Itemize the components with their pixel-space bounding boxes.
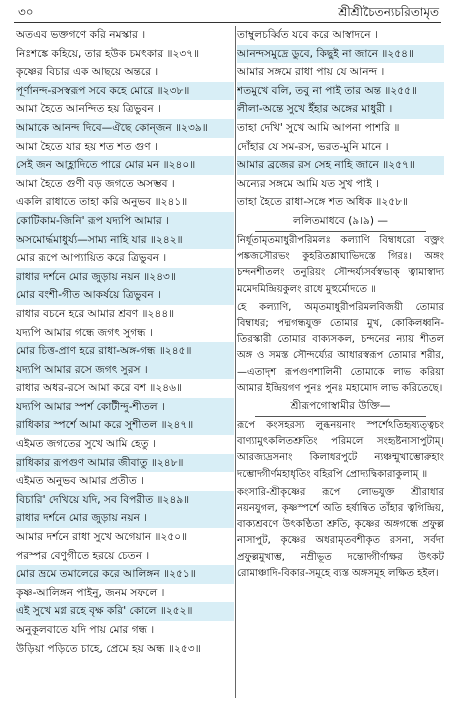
verse-line: [16, 231, 234, 250]
verse-line-text: লীলা-অন্তে সুখে ইঁহার অঙ্গের মাধুরী ।: [237, 103, 393, 116]
verse-line-text: এইমত জগতের সুখে আমি হেতু ।: [16, 438, 156, 451]
verse-line: [237, 100, 444, 119]
verse-line: [16, 100, 234, 119]
verse-line-text: রাধিকার রূপগুণ আমার জীবাতু ॥২৪৮॥: [16, 456, 184, 469]
verse-line-text: বিচারি' দেখিয়ে যদি, সব বিপরীত ॥২৪৯॥: [16, 493, 190, 506]
quote-heading-lalitamadhava: ললিতমাধবে (৯।৯) —: [293, 214, 388, 227]
verse-line: [16, 565, 234, 584]
verse-line: [237, 82, 444, 101]
verse-line-text: পূর্ণানন্দ-রসস্বরূপ সবে কহে মোরে ॥২৩৮॥: [16, 84, 190, 97]
verse-line: [237, 175, 444, 194]
verse-line: [237, 156, 444, 175]
verse-line-text: কোটিকাম-জিনি' রূপ যদ্যপি আমার ।: [16, 214, 169, 227]
verse-line: [16, 416, 234, 435]
verse-line-text: তাহা হৈতে রাধা-সঙ্গে শত অধিক ॥২৫৮॥: [237, 196, 408, 209]
verse-line-text: এই সুখে মগ্ন রহে বৃক্ষ করি' কোলে ॥২৫২॥: [16, 605, 193, 618]
sanskrit-verse-2: রূপে কংসহরস্য লুব্ধনয়নাং স্পর্শেঽতিহৃষ্যত্ত্বচং বাণ্যামুৎকলিতশ্রুতিং পরিমলে সংহৃষ্টনাসাপুটাম্। আরজ্যদ্রসনাং কিলাধরপুটে ন্যঞ্চন্মুখাম্ভোরুহাং দম্ভোদ্গীর্ণমহাধৃতিং বহিরপি প্রোদ্যদ্বিকারাকুলাম্ ॥: [237, 419, 444, 480]
verse-line-text: পরস্পর বেণুগীতে হরয়ে চেতন ।: [16, 549, 150, 562]
verse-line-text: অতএব ভক্তগণে করি নমস্কার ।: [16, 29, 146, 41]
verse-line: [16, 472, 234, 491]
verse-line: [16, 435, 234, 454]
verse-line-text: মোর চিত্ত-প্রাণ হরে রাধা-অঙ্গ-গন্ধ ॥২৪৫॥: [16, 345, 192, 358]
verse-line-text: আমার ব্রজের রস সেহ নাহি জানে ॥২৫৭॥: [237, 159, 415, 172]
verse-line-text: তাম্বুলচর্ব্বিত যবে করে আস্বাদনে ।: [237, 29, 378, 41]
sanskrit-verse-1: নির্ধূতামৃতমাধুরীপরিমলঃ কল্যাণি বিম্বাধরো বক্ত্রং পঙ্কজসৌরভং কুহরিতশ্লাঘাভিদস্তে গিরঃ। অঙ্গং চন্দনশীতলং তনুরিয়ং সৌন্দর্য্যসর্বস্বভাক্ ত্বামাস্বাদ্য মমেদমিন্দ্রিয়কুলং রাধে মুহুর্মোদতে ॥: [237, 234, 444, 295]
verse-line-text: নিঃশঙ্কে কহিয়ে, তার হউক চমৎকার ॥২৩৭॥: [16, 47, 200, 60]
verse-line: [16, 119, 234, 138]
verse-line-text: আমার সঙ্গমে রাধা পায় যে আনন্দ ।: [237, 66, 385, 79]
verse-line-text: আমাকে আনন্দ দিবে—ঐছে কোন্‌জন ॥২৩৯॥: [16, 121, 208, 134]
verse-line-text: আমার দর্শনে রাধা সুখে অগেয়ান ॥২৫০॥: [16, 531, 188, 544]
verse-line-text: মোর বংশী-গীত আকর্ষয়ে ত্রিভুবন ।: [16, 289, 161, 302]
verse-line: [16, 249, 234, 268]
quote-separator: [255, 231, 426, 232]
verse-line: [16, 342, 234, 361]
verse-line-text: এইমত অনুভব আমার প্রতীত ।: [16, 475, 144, 488]
verse-line: [16, 640, 234, 659]
verse-line: [16, 45, 234, 64]
verse-line: [16, 361, 234, 380]
verse-line-text: আনন্দসমুদ্রে ডুবে, কিছুই না জানে ॥২৫৪॥: [237, 47, 415, 60]
verse-line: [16, 138, 234, 157]
verse-line-text: যদ্যপি আমার স্পর্শ কোটীন্দু-শীতল ।: [16, 400, 165, 413]
running-title: শ্রীশ্রীচৈতন্যচরিতামৃত: [338, 5, 439, 19]
verse-line: [237, 26, 444, 45]
verse-line-text: দোঁহার যে সম-রস, ভরত-মুনি মানে ।: [237, 140, 389, 153]
verse-line-text: একলি রাধাতে তাহা করি অনুভব ॥২৪১॥: [16, 196, 188, 209]
verse-line: [16, 175, 234, 194]
verse-line-text: রাধার দর্শনে মোর জুড়ায় নয়ন ।: [16, 512, 148, 525]
verse-line-text: আমা হৈতে যার হয় শত শত গুণ ।: [16, 140, 158, 153]
verse-line-text: রাধার বচনে হরে আমার শ্রবণ ॥২৪৪॥: [16, 307, 175, 320]
verse-line: [16, 305, 234, 324]
verse-line: [16, 621, 234, 640]
verse-line-text: কৃষ্ণের বিচার এক আছয়ে অন্তরে ।: [16, 66, 159, 79]
verse-line: [16, 379, 234, 398]
verse-line-text: অনুকূলবাতে যদি পায় মোর গন্ধ ।: [16, 624, 155, 636]
verse-line: [237, 119, 444, 138]
verse-line-text: রাধার অধর-রসে আমা করে বশ ॥২৪৬॥: [16, 382, 183, 395]
verse-line: [16, 82, 234, 101]
verse-line: [16, 212, 234, 231]
verse-line: [16, 528, 234, 547]
verse-line: [237, 45, 444, 64]
verse-line-text: কৃষ্ণ-আলিঙ্গন পাইনু, জনম সফলে ।: [16, 586, 165, 599]
verse-line: [16, 324, 234, 343]
verse-line-text: তাহা দেখি' সুখে আমি আপনা পাশরি ॥: [237, 121, 400, 134]
left-column: [16, 26, 234, 658]
verse-line-text: শতমুখে বলি, তবু না পাই তার অন্ত ॥২৫৫॥: [237, 84, 418, 97]
verse-line-text: যদ্যপি আমার রসে জগৎ সুরস ।: [16, 363, 148, 376]
verse-line: [16, 491, 234, 510]
page-number: ৩০: [18, 5, 34, 19]
verse-line-text: মোর রূপে আপ্যায়িত করে ত্রিভুবন ।: [16, 252, 167, 265]
page-header: [0, 0, 453, 22]
verse-line-text: রাধিকার স্পর্শে আমা করে সুশীতল ॥২৪৭॥: [16, 419, 194, 432]
verse-line: [16, 602, 234, 621]
right-column: [237, 26, 444, 582]
verse-line: [16, 584, 234, 603]
verse-line-text: আমা হৈতে আনন্দিত হয় ত্রিভুবন ।: [16, 103, 161, 116]
bengali-translation-1: হে কল্যাণি, অমৃতমাধুরীপরিমলবিজয়ী তোমার বিম্বাধর; পদ্মগন্ধযুক্ত তোমার মুখ, কোকিলধ্বনি-তিরস্কারী তোমার বাক্যসকল, চন্দনের ন্যায় শীতল অঙ্গ ও সমস্ত সৌন্দর্য্যের আধারস্বরূপ তোমার শরীর,—এতাদৃশ রূপগুণশালিনী তোমাকে লাভ করিয়া আমার ইন্দ্রিয়গণ পুনঃ পুনঃ মহামোদ লাভ করিতেছে।: [237, 301, 444, 394]
verse-line: [237, 138, 444, 157]
verse-line: [237, 193, 444, 212]
verse-line: [16, 509, 234, 528]
verse-line-text: উড়িয়া পড়িতে চাহে, প্রেমে হয় অন্ধ ॥২৫৩॥: [16, 642, 201, 655]
verse-line: [237, 63, 444, 82]
verse-line: [16, 268, 234, 287]
verse-line: [16, 454, 234, 473]
verse-line: [16, 193, 234, 212]
verse-line-text: অসমোর্দ্ধমাধুর্য্য—সাম্য নাহি যার ॥২৪২॥: [16, 233, 183, 246]
verse-line-text: মোর ভ্রমে তমালেরে করে আলিঙ্গন ॥২৫১॥: [16, 568, 196, 581]
verse-line: [16, 26, 234, 45]
verse-line-text: যদ্যপি আমার গন্ধে জগৎ সুগন্ধ ।: [16, 326, 153, 339]
verse-line: [16, 63, 234, 82]
column-divider: [235, 26, 236, 698]
header-rule: [14, 22, 441, 23]
bengali-translation-2: কংসারি-শ্রীকৃষ্ণের রূপে লোভযুক্ত শ্রীরাধার নয়নযুগল, কৃষ্ণস্পর্শে অতি হর্ষান্বিত তাঁহার ত্বগিন্দ্রিয়, বাক্যশ্রবণে উৎকণ্ঠিতা শ্রুতি, কৃষ্ণের অঙ্গগন্ধে প্রফুল্ল নাসাপুট, কৃষ্ণের অধরামৃতবশীকৃত রসনা, সর্বদা প্রফুল্লমুখাম্ভ, নম্রীভূত দন্তোদ্গীর্ণাক্ষর উৎকট রোমাঞ্চাদি-বিকার-সমূহে ব্যস্ত অঙ্গসমূহ লক্ষিত হইল।: [237, 486, 444, 579]
verse-line-text: আমা হৈতে গুণী বড় জগতে অসম্ভব ।: [16, 177, 175, 190]
verse-line: [16, 156, 234, 175]
verse-line: [16, 286, 234, 305]
verse-line-text: অন্যের সঙ্গমে আমি যত সুখ পাই ।: [237, 177, 379, 190]
right-verse-lines: [237, 26, 444, 212]
quote-separator: [255, 416, 426, 417]
quote-heading-rupa: শ্রীরূপগোস্বামীর উক্তি—: [290, 399, 391, 412]
verse-line: [16, 547, 234, 566]
verse-line-text: সেই জন আহ্লাদিতে পারে মোর মন ॥২৪০॥: [16, 159, 196, 172]
verse-line: [16, 398, 234, 417]
verse-line-text: রাধার দর্শনে মোর জুড়ায় নয়ন ॥২৪৩॥: [16, 270, 176, 283]
